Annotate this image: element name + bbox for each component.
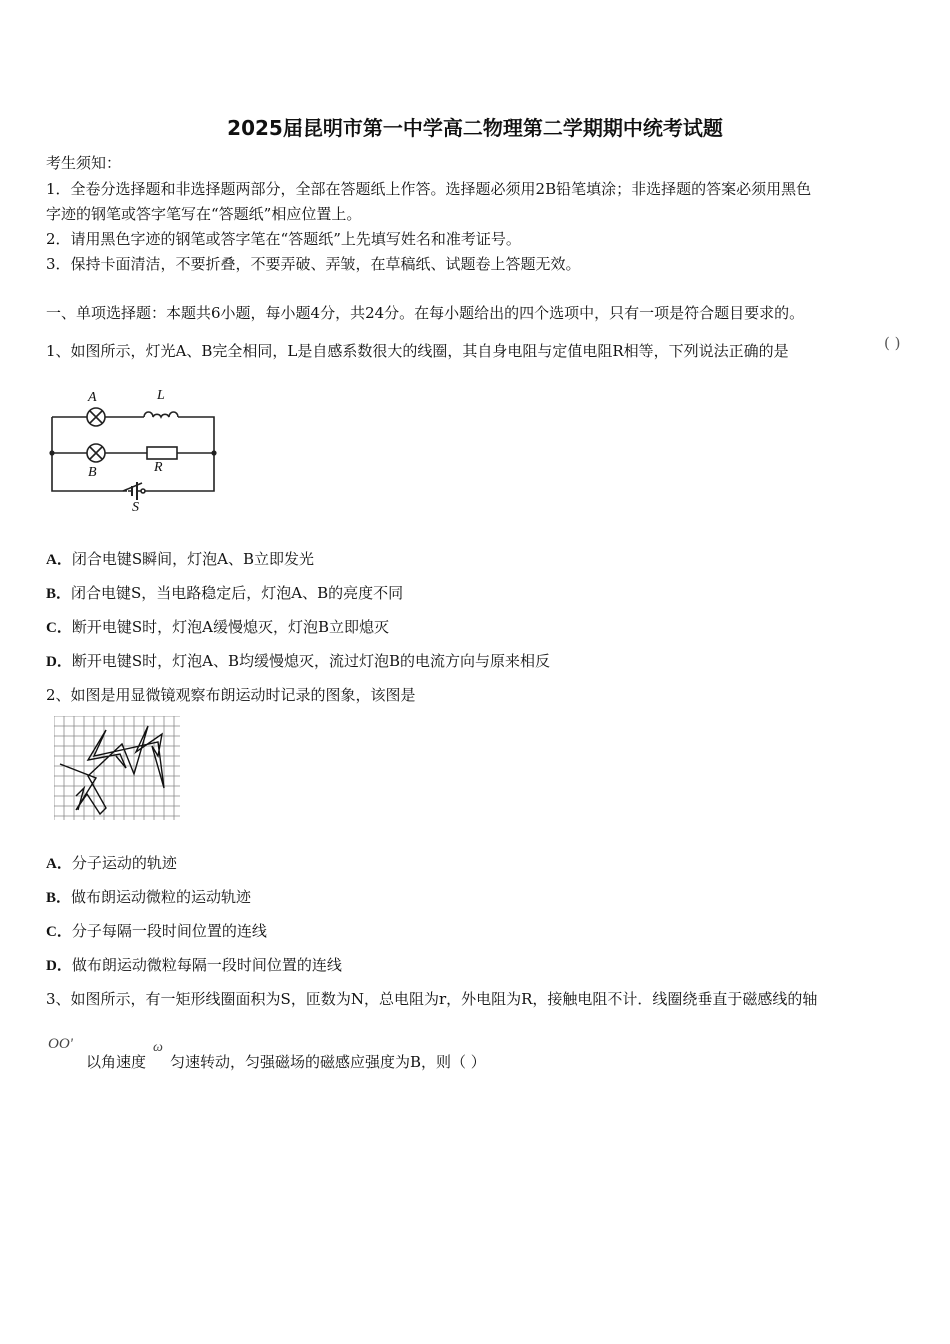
label-b: B [88,465,97,480]
notice-heading: 考生须知： [46,154,122,172]
section-heading: 一、单项选择题：本题共6小题，每小题4分，共24分。在每小题给出的四个选项中，只有一项是符合题目要求的。 [46,304,805,322]
q3-omega-symbol: ω [153,1040,163,1055]
notice-line-2: 2．请用黑色字迹的钢笔或答字笔在“答题纸”上先填写姓名和准考证号。 [46,230,521,248]
circuit-wires [52,417,214,491]
notice-line-1a: 1．全卷分选择题和非选择题两部分，全部在答题纸上作答。选择题必须用2B铅笔填涂；非选择题的答案必须用黑色 [46,180,812,198]
q1-option-b[interactable]: B．闭合电键S，当电路稳定后，灯泡A、B的亮度不同 [46,584,404,602]
resistor-icon [147,447,177,459]
q1-option-d[interactable]: D．断开电键S时，灯泡A、B均缓慢熄灭，流过灯泡B的电流方向与原来相反 [46,652,551,670]
q2-option-c[interactable]: C．分子每隔一段时间位置的连线 [46,922,267,940]
q3-line2-b: 匀速转动，匀强磁场的磁感应强度为B，则（ ） [170,1053,486,1071]
label-s: S [132,500,139,515]
q1-option-a[interactable]: A．闭合电键S瞬间，灯泡A、B立即发光 [46,550,314,568]
q1-option-c[interactable]: C．断开电键S时，灯泡A缓慢熄灭，灯泡B立即熄灭 [46,618,389,636]
notice-line-3: 3．保持卡面清洁，不要折叠，不要弄破、弄皱，在草稿纸、试题卷上答题无效。 [46,255,581,273]
q2-option-d[interactable]: D．做布朗运动微粒每隔一段时间位置的连线 [46,956,342,974]
inductor-coil-icon [144,412,178,417]
page-title: 2025届昆明市第一中学高二物理第二学期期中统考试题 [227,116,723,140]
q2-option-b[interactable]: B．做布朗运动微粒的运动轨迹 [46,888,252,906]
label-l: L [157,388,165,403]
q3-axis-symbol: OO' [48,1036,73,1052]
q1-answer-paren: ( ) [884,334,901,352]
q1-circuit-diagram [40,383,225,515]
q2-option-a[interactable]: A．分子运动的轨迹 [46,854,177,872]
q3-stem: 3、如图所示，有一矩形线圈面积为S，匝数为N，总电阻为r，外电阻为R，接触电阻不计．线圈绕垂直于磁感线的轴 [46,990,818,1008]
notice-line-1b: 字迹的钢笔或答字笔写在“答题纸”相应位置上。 [46,205,362,223]
q2-brownian-motion-figure [54,716,180,820]
q3-line2-a: 以角速度 [86,1053,147,1071]
q1-stem: 1、如图所示，灯光A、B完全相同，L是自感系数很大的线圈，其自身电阻与定值电阻R相等，下列说法正确的是 [46,342,789,360]
label-a: A [88,390,97,405]
q2-stem: 2、如图是用显微镜观察布朗运动时记录的图象，该图是 [46,686,416,704]
label-r: R [154,460,163,475]
